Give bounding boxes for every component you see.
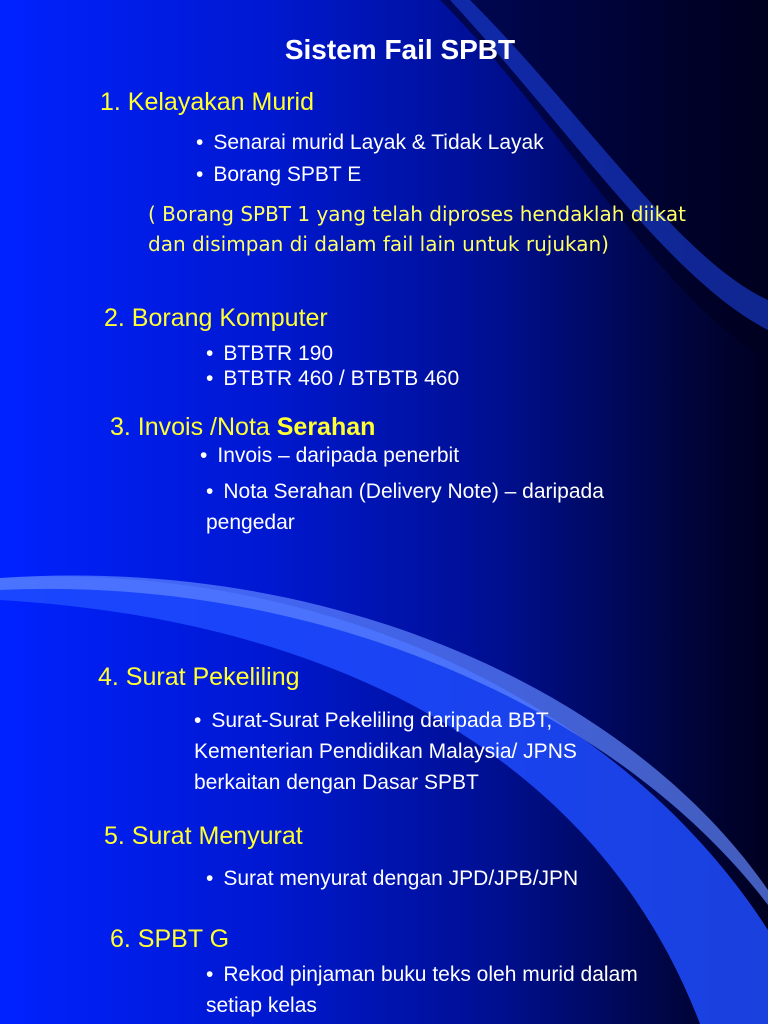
section-5-item-1: • Surat menyurat dengan JPD/JPB/JPN bbox=[206, 867, 578, 891]
section-1-item-1: • Senarai murid Layak & Tidak Layak bbox=[196, 131, 544, 155]
section-2-item-2: • BTBTR 460 / BTBTB 460 bbox=[206, 367, 459, 391]
section-4-heading: 4. Surat Pekeliling bbox=[98, 663, 300, 691]
slide-title: Sistem Fail SPBT bbox=[284, 34, 516, 65]
section-3-item-2: • Nota Serahan (Delivery Note) – daripada pengedar bbox=[206, 476, 606, 538]
section-1-item-2: • Borang SPBT E bbox=[196, 163, 361, 187]
section-1-note: ( Borang SPBT 1 yang telah diproses hendaklah diikat dan disimpan di dalam fail lain untuk rujukan) bbox=[148, 202, 686, 256]
section-6-item-1: • Rekod pinjaman buku teks oleh murid dalam setiap kelas bbox=[206, 959, 676, 1021]
section-6-heading: 6. SPBT G bbox=[110, 925, 230, 953]
section-3-item-1: • Invois – daripada penerbit bbox=[200, 444, 459, 468]
section-2-item-1: • BTBTR 190 bbox=[206, 342, 333, 366]
section-1-heading: 1. Kelayakan Murid bbox=[100, 88, 315, 116]
section-4-item-1: • Surat-Surat Pekeliling daripada BBT, Kementerian Pendidikan Malaysia/ JPNS berkaitan dengan Dasar SPBT bbox=[194, 705, 664, 798]
section-5-heading: 5. Surat Menyurat bbox=[104, 822, 303, 850]
section-3-heading: 3. Invois /Nota Serahan bbox=[110, 413, 376, 441]
section-2-heading: 2. Borang Komputer bbox=[104, 304, 328, 332]
